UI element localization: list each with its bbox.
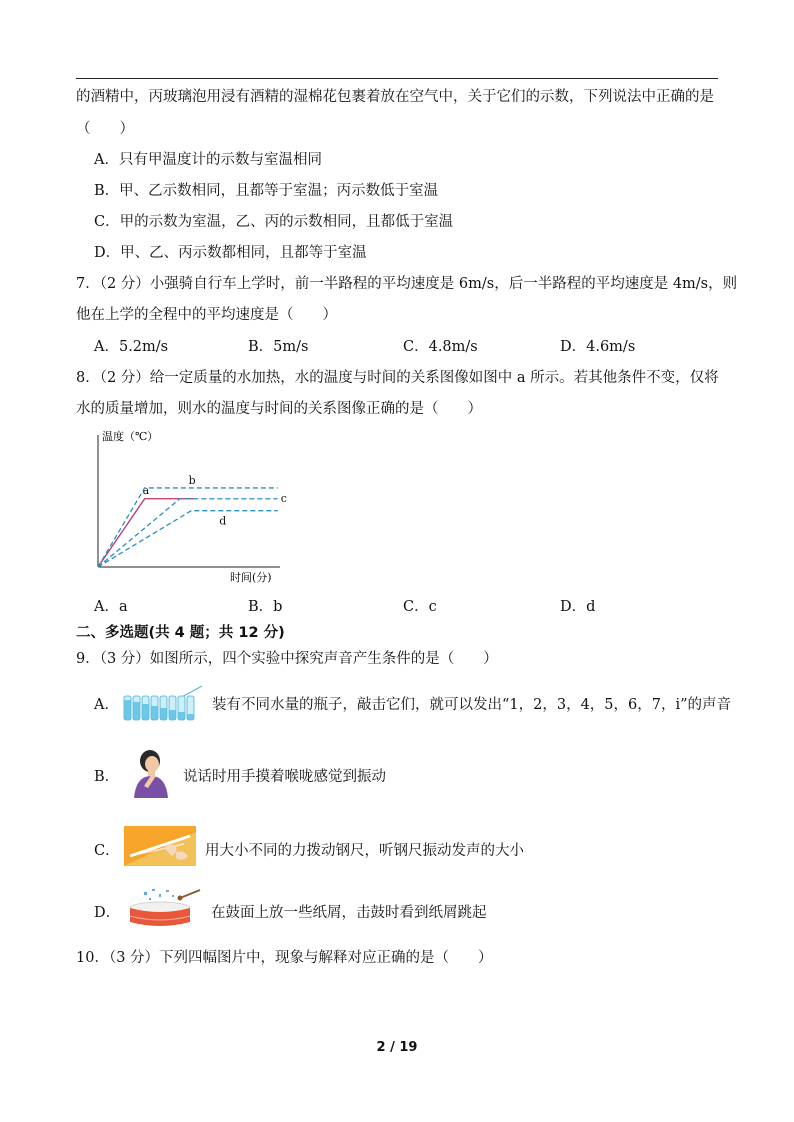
series-line-a — [98, 499, 194, 567]
q6-answer-blank: （ ） — [76, 121, 134, 137]
section-heading-multiple-choice: 二、多选题(共 4 题；共 12 分) — [76, 625, 285, 641]
steel-ruler-image — [124, 826, 196, 866]
q8-option-d: D．d — [560, 599, 596, 615]
q7-option-c: C．4.8m/s — [403, 339, 478, 355]
q7-stem-line2: 他在上学的全程中的平均速度是（ ） — [76, 307, 337, 323]
q7-option-b: B．5m/s — [248, 339, 309, 355]
chart-ylabel: 温度（℃） — [102, 430, 159, 443]
q9-option-b-text: 说话时用手摸着喉咙感觉到振动 — [183, 769, 386, 785]
q9-option-c-letter: C． — [94, 843, 120, 859]
q7-stem-line1: 7．（2 分）小强骑自行车上学时，前一半路程的平均速度是 6m/s，后一半路程的平均速度是 4m/s，则 — [76, 276, 738, 292]
q6-option-d: D．甲、乙、丙示数都相同，且都等于室温 — [94, 245, 367, 261]
q9-option-d-text: 在鼓面上放一些纸屑，击鼓时看到纸屑跳起 — [211, 905, 487, 921]
series-label-b: b — [188, 473, 196, 487]
page-number: 2 / 19 — [376, 1040, 418, 1055]
series-label-d: d — [219, 514, 227, 528]
q8-stem-line1: 8．（2 分）给一定质量的水加热，水的温度与时间的关系图像如图中 a 所示。若其他条件不变，仅将 — [76, 370, 719, 386]
series-label-a: a — [142, 483, 150, 497]
q7-option-a: A．5.2m/s — [94, 339, 169, 355]
q8-option-a: A．a — [94, 599, 128, 615]
q6-text-continued: 的酒精中，丙玻璃泡用浸有酒精的湿棉花包裹着放在空气中，关于它们的示数，下列说法中正确的是 — [76, 89, 714, 105]
temperature-time-chart — [90, 425, 290, 590]
header-rule — [76, 78, 718, 79]
series-line-c — [98, 499, 278, 567]
series-line-d — [98, 511, 278, 567]
water-bottles-image — [122, 684, 204, 724]
q9-stem: 9．（3 分）如图所示，四个实验中探究声音产生条件的是（ ） — [76, 651, 498, 667]
q9-option-c-text: 用大小不同的力拨动钢尺，听钢尺振动发声的大小 — [205, 843, 524, 859]
q9-option-b-letter: B． — [94, 769, 120, 785]
q10-stem: 10．（3 分）下列四幅图片中，现象与解释对应正确的是（ ） — [76, 950, 493, 966]
q6-option-c: C．甲的示数为室温，乙、丙的示数相同，且都低于室温 — [94, 214, 454, 230]
chart-xlabel: 时间(分) — [230, 571, 272, 584]
q6-option-b: B．甲、乙示数相同，且都等于室温；丙示数低于室温 — [94, 183, 439, 199]
series-label-c: c — [280, 491, 287, 505]
q9-option-a-text: 装有不同水量的瓶子，敲击它们，就可以发出“1，2，3，4，5，6，7，i”的声音 — [212, 697, 732, 713]
q9-option-d-letter: D． — [94, 905, 121, 921]
q6-option-a: A．只有甲温度计的示数与室温相同 — [94, 152, 322, 168]
q8-option-c: C．c — [403, 599, 437, 615]
q7-option-d: D．4.6m/s — [560, 339, 636, 355]
q8-stem-line2: 水的质量增加，则水的温度与时间的关系图像正确的是（ ） — [76, 401, 482, 417]
q8-option-b: B．b — [248, 599, 283, 615]
q9-option-a-letter: A． — [94, 697, 119, 713]
drum-with-paper-bits-image — [124, 886, 202, 928]
person-touching-throat-image — [130, 748, 172, 798]
